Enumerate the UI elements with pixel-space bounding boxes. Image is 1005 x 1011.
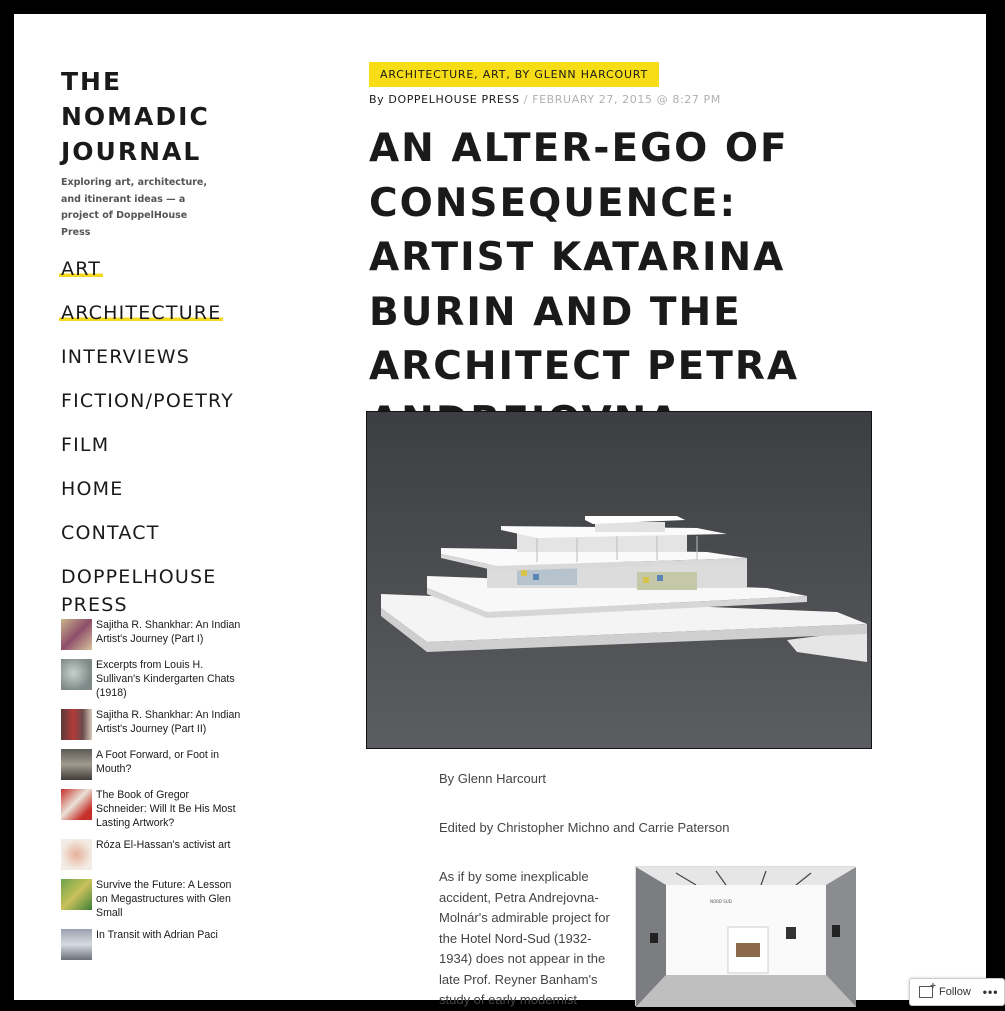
page: [14, 14, 999, 1007]
recent-post-item[interactable]: [61, 788, 241, 830]
svg-text:NORD SUD: NORD SUD: [710, 899, 732, 904]
follow-icon: [919, 986, 933, 998]
post-thumbnail[interactable]: [61, 659, 92, 690]
article-byline: By Glenn Harcourt: [439, 771, 546, 786]
follow-button[interactable]: [909, 978, 1005, 1006]
more-options-icon[interactable]: •••: [982, 985, 999, 999]
nav-item-architecture[interactable]: [61, 299, 251, 327]
post-date-link[interactable]: FEBRUARY 27, 2015 @ 8:27 PM: [532, 93, 721, 106]
recent-post-item[interactable]: [61, 838, 241, 870]
nav-label[interactable]: FICTION/POETRY: [61, 390, 234, 412]
nav-item-doppelhouse-press[interactable]: [61, 563, 251, 619]
nav-label[interactable]: CONTACT: [61, 522, 160, 544]
recent-post-link[interactable]: A Foot Forward, or Foot in Mouth?: [96, 749, 220, 775]
site-title[interactable]: [61, 64, 251, 169]
post-thumbnail[interactable]: [61, 879, 92, 910]
recent-post-item[interactable]: [61, 618, 241, 650]
sidebar: [61, 64, 251, 635]
post-categories[interactable]: ARCHITECTURE, ART, BY GLENN HARCOURT: [369, 62, 659, 87]
recent-post-link[interactable]: Sajitha R. Shankhar: An Indian Artist's Journey (Part II): [96, 709, 241, 735]
recent-post-item[interactable]: [61, 708, 241, 740]
nav-label[interactable]: INTERVIEWS: [61, 346, 191, 368]
recent-posts-list: [61, 618, 241, 968]
article-body: As if by some inexplicable accident, Petra Andrejovna-Molnár's admirable project for the Hotel Nord-Sud (1932-1934) does not appear in the late Prof. Reyner Banham's study of early modernist: [439, 869, 610, 1007]
featured-image[interactable]: [366, 411, 872, 749]
post-thumbnail[interactable]: [61, 749, 92, 780]
nav-item-interviews[interactable]: [61, 343, 251, 371]
meta-separator: /: [523, 93, 529, 106]
post-thumbnail[interactable]: [61, 709, 92, 740]
nav-label[interactable]: ART: [61, 258, 102, 280]
nav-label[interactable]: FILM: [61, 434, 110, 456]
site-title-line[interactable]: JOURNAL: [61, 137, 202, 166]
recent-post-link[interactable]: Excerpts from Louis H. Sullivan's Kindergarten Chats (1918): [96, 659, 235, 699]
nav-item-art[interactable]: [61, 255, 251, 283]
recent-post-item[interactable]: [61, 878, 241, 920]
post-thumbnail[interactable]: [61, 839, 92, 870]
recent-post-link[interactable]: Sajitha R. Shankhar: An Indian Artist's Journey (Part I): [96, 619, 241, 645]
nav-item-home[interactable]: [61, 475, 251, 503]
post-thumbnail[interactable]: [61, 929, 92, 960]
architectural-model-image: [367, 412, 871, 748]
post-thumbnail[interactable]: [61, 789, 92, 820]
gallery-interior-image: [636, 867, 856, 1007]
recent-post-link[interactable]: Survive the Future: A Lesson on Megastructures with Glen Small: [96, 879, 232, 919]
recent-post-item[interactable]: [61, 928, 241, 960]
site-description: Exploring art, architecture, and itinerant ideas — a project of DoppelHouse Press: [61, 177, 207, 238]
meta-by: By: [369, 93, 385, 106]
post-meta: [369, 93, 889, 106]
nav-item-contact[interactable]: [61, 519, 251, 547]
recent-post-item[interactable]: [61, 658, 241, 700]
post-title: AN ALTER-EGO OF CONSEQUENCE: ARTIST KATARINA BURIN AND THE ARCHITECT PETRA: [369, 126, 800, 389]
recent-post-item[interactable]: [61, 748, 241, 780]
nav-label[interactable]: HOME: [61, 478, 124, 500]
post-thumbnail[interactable]: [61, 619, 92, 650]
site-title-line[interactable]: NOMADIC: [61, 102, 210, 131]
article-editors: Edited by Christopher Michno and Carrie Paterson: [439, 820, 730, 835]
post-author-link[interactable]: DOPPELHOUSE PRESS: [388, 93, 520, 106]
nav-label[interactable]: ARCHITECTURE: [61, 302, 222, 324]
recent-post-link[interactable]: The Book of Gregor Schneider: Will It Be His Most Lasting Artwork?: [96, 789, 236, 829]
follow-label[interactable]: Follow: [939, 986, 971, 998]
site-title-line[interactable]: THE: [61, 67, 123, 96]
gallery-image[interactable]: [635, 866, 855, 1006]
recent-post-link[interactable]: Róza El-Hassan's activist art: [96, 839, 231, 851]
recent-post-link[interactable]: In Transit with Adrian Paci: [96, 929, 218, 941]
nav-label[interactable]: DOPPELHOUSE PRESS: [61, 566, 217, 616]
main-nav: [61, 255, 251, 619]
nav-item-fiction-poetry[interactable]: [61, 387, 251, 415]
nav-item-film[interactable]: [61, 431, 251, 459]
